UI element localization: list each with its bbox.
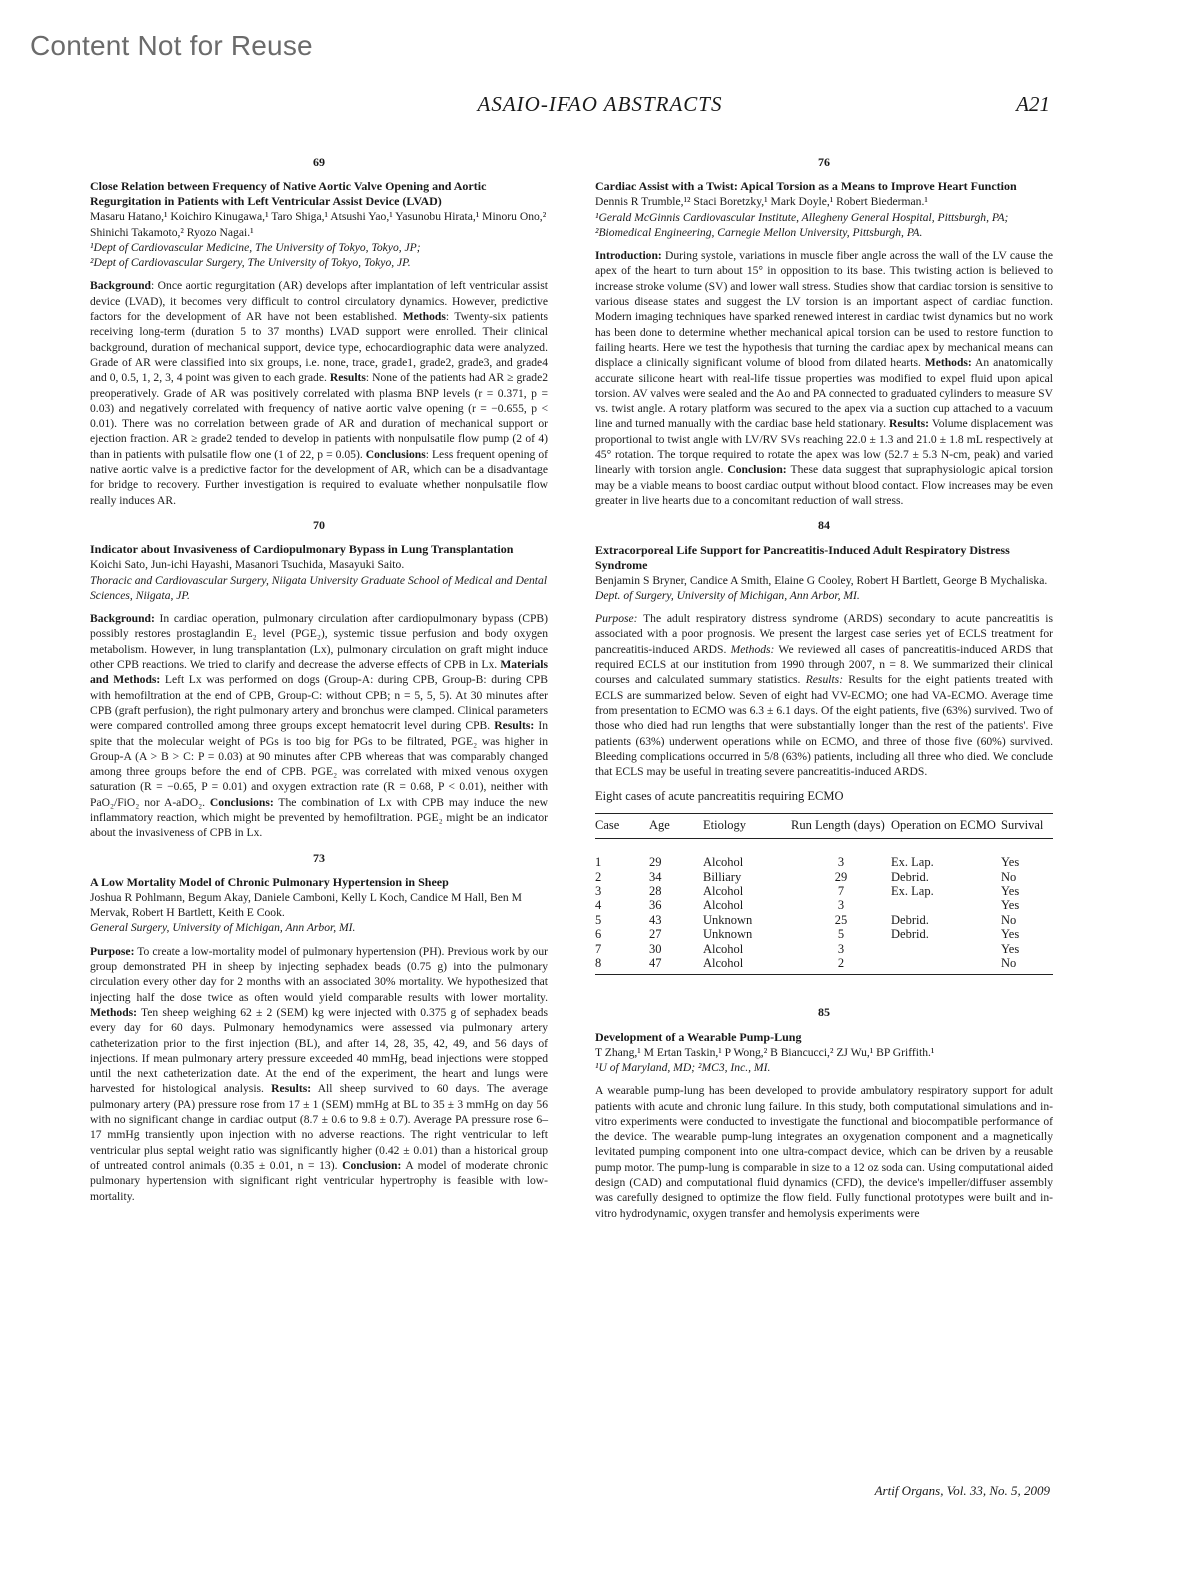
abstract-84 (595, 518, 1053, 975)
cell-case: 7 (595, 941, 602, 956)
abstract-title: Close Relation between Frequency of Native Aortic Valve Opening and Aortic Regurgitation in Patients with Left Ventricular Assist Device (LVAD) (90, 179, 487, 209)
cell-etiology: Alcohol (703, 941, 744, 956)
section-label: Conclusions (365, 447, 426, 461)
col-header-survival: Survival (1001, 813, 1053, 838)
table-header-row (595, 813, 1053, 838)
cell-operation: Debrid. (891, 927, 929, 942)
cell-run-length: 3 (837, 855, 845, 870)
journal-section-title: ASAIO-IFAO ABSTRACTS (477, 92, 723, 116)
col-header-run-length: Run Length (days) (791, 813, 891, 838)
col-header-case: Case (595, 813, 649, 838)
cell-survival: No (1001, 869, 1017, 884)
table-row (595, 927, 1053, 941)
section-text: : None of the patients had AR ≥ grade2 preoperatively. Grade of AR was positively correlated with plasma BNP levels (r = 0.371, p = 0.03) and negatively correlated with frequency of native aortic valve opening (r = −0.655, p < 0.01). There was no correlation between grade of AR and duration of mechanical support or ejection fraction. AR ≥ grade2 tended to develop in patients with nonpulsatile flow pump (2 of 4) than in patients with pulsatile flow one (1 of 22, p = 0.05). (90, 371, 549, 461)
cell-survival: Yes (1001, 941, 1020, 956)
abstract-affiliation: Thoracic and Cardiovascular Surgery, Niigata University Graduate School of Medical and Dental Sciences, Niigata, JP. (90, 573, 548, 602)
cell-age: 30 (649, 941, 662, 956)
cell-case: 5 (595, 912, 602, 927)
section-label: Conclusions: (209, 795, 274, 809)
abstract-number: 73 (313, 850, 325, 865)
section-label: Methods: (730, 642, 775, 656)
cell-survival: Yes (1001, 883, 1020, 898)
section-label: Conclusion: (342, 1158, 402, 1172)
section-text: : Twenty-six patients receiving long-term (duration 5 to 37 months) LVAD support were enrolled. Their clinical background, duration of mechanical support, device type, echocardiographic data were analyzed. Grade of AR were classified into six groups, i.e. none, trace, grade1, grade2, grade3, and grade4 and 0, 0.5, 1, 2, 3, 4 point was given to each grade. (90, 310, 549, 385)
section-label: Purpose: (90, 944, 135, 958)
section-text: Volume displacement was proportional to twist angle with LV/RV SVs reaching 22.0 ± 1.3 and 21.0 ± 1.8 mL respectively at 45° rotation. The torque required to rotate the apex was low (52.7 ± 5.3 N-cm, peak) and varied linearly with torsion angle. (595, 417, 1053, 477)
section-label: Background: (90, 612, 155, 626)
cell-run-length: 7 (837, 883, 845, 898)
cell-run-length: 3 (837, 941, 845, 956)
right-column (595, 155, 1053, 1231)
section-label: Results: (271, 1082, 312, 1096)
page-number: A21 (1016, 92, 1050, 116)
table-row (595, 884, 1053, 898)
cell-operation: Ex. Lap. (891, 883, 934, 898)
section-text: We reviewed all cases of pancreatitis-induced ARDS that required ECLS at our institution from 1990 through 2007, n = 8. We summarized their clinical courses and calculated summary statistics. (595, 642, 1053, 687)
cell-operation: Ex. Lap. (891, 855, 934, 870)
abstract-number: 76 (818, 155, 830, 169)
section-label: Methods (402, 310, 446, 324)
section-text: Results for the eight patients treated with ECLS are summarized below. Seven of eight had VV-ECMO; one had VA-ECMO. Average time from presentation to ECMO was 6.3 ± 6.1 days. Of the eight patients, five (63%) survived. Two of those who died had run lengths that were substantially longer than the rest of the patients'. Five patients (63%) underwent operations while on ECMO, and three of those five (60%) survived. Bleeding complications occurred in 5/8 (63%) patients, including all three who died. We conclude that ECLS may be useful in treating severe pancreatitis-induced ARDS. (595, 673, 1053, 779)
section-label: Methods: (90, 1005, 138, 1019)
section-text: The adult respiratory distress syndrome (ARDS) secondary to acute pancreatitis is associated with a poor prognosis. We present the largest case series yet of ECLS treatment for pancreatitis-induced ARDS. (595, 612, 1053, 656)
section-label: Introduction: (595, 249, 662, 263)
abstract-69 (90, 155, 548, 508)
abstract-authors: Masaru Hatano,¹ Koichiro Kinugawa,¹ Taro Shiga,¹ Atsushi Yao,¹ Yasunobu Hirata,¹ Minoru Ono,² Shinichi Takamoto,² Ryozo Nagai.¹ (90, 210, 547, 239)
cell-operation (891, 898, 1001, 912)
cell-age: 28 (649, 883, 662, 898)
cell-case: 1 (595, 855, 602, 870)
cell-etiology: Alcohol (703, 956, 791, 975)
watermark: Content Not for Reuse (30, 30, 313, 61)
col-header-age: Age (649, 813, 703, 838)
abstract-body (595, 248, 1053, 508)
section-text: In cardiac operation, pulmonary circulation after cardiopulmonary bypass (CPB) possibly restores prostaglandin E₂ level (PGE₂), systemic tissue perfusion and body oxygen metabolism. However, in lung transplantation (Lx), pulmonary circulation on graft might induce other CPB reactions. We tried to clarify and decrease the adverse effects of CPB in Lx. (90, 612, 548, 672)
section-text: A model of moderate chronic pulmonary hypertension with significant right ventricular hypertrophy is feasible with low-mortality. (90, 1158, 549, 1203)
table-row (595, 913, 1053, 927)
abstract-number: 69 (313, 155, 325, 169)
cell-operation: Debrid. (891, 869, 929, 884)
cell-etiology: Unknown (703, 927, 753, 942)
section-label: Results (329, 371, 366, 385)
cell-run-length: 25 (834, 912, 848, 927)
abstract-affiliation: ¹Dept of Cardiovascular Medicine, The University of Tokyo, Tokyo, JP; (90, 240, 421, 254)
section-label: Conclusion: (727, 463, 787, 477)
table-row (595, 839, 1053, 870)
abstract-authors: Benjamin S Bryner, Candice A Smith, Elaine G Cooley, Robert H Bartlett, George B Mychaliska. (595, 573, 1048, 587)
cell-etiology: Unknown (703, 912, 753, 927)
abstract-body: A wearable pump-lung has been developed to provide ambulatory respiratory support for adult patients with acute and chronic lung failure. In this study, both computational simulations and in-vitro experiments were conducted to investigate the functional and biocompatible performance of the device. The wearable pump-lung integrates an oxygenation component and a magnetically levitated pumping component into one ultra-compact device, which can be driven by a reusable pump motor. The pump-lung is comparable in size to a 12 oz soda can. Using computational aided design (CAD) and computational fluid dynamics (CFD), the device's impeller/diffuser assembly was carefully designed to optimize the flow field. Fully functional prototypes were built and in-vitro hydrodynamic, oxygen transfer and hemolysis experiments were (595, 1084, 1053, 1220)
table-row (595, 898, 1053, 912)
section-text: : Less frequent opening of native aortic valve is a predictive factor for the development of AR, which can be a disadvantage for bridge to recovery. Further investigation is required to evaluate whether nonpulsatile flow really induces AR. (90, 447, 549, 507)
cell-age: 27 (649, 927, 662, 942)
section-text: All sheep survived to 60 days. The average pulmonary artery (PA) pressure rose from 17 ± 1 (SEM) mmHg at BL to 35 ± 3 mmHg on day 56 with no significant change in cardiac output (8.7 ± 0.6 to 9.8 ± 0.7). Average PA pressure rose 6–17 mmHg transiently upon injection with no adverse reactions. The right ventricular to left ventricular plus septal weight ratio was significantly higher (0.42 ± 0.01) than a historical group of untreated control animals (0.35 ± 0.01, n = 13). (90, 1082, 548, 1172)
abstract-number: 84 (818, 518, 830, 533)
abstract-authors: Dennis R Trumble,¹² Staci Boretzky,¹ Mark Doyle,¹ Robert Biederman.¹ (595, 195, 928, 209)
journal-citation-footer: Artif Organs, Vol. 33, No. 5, 2009 (874, 1483, 1050, 1498)
col-header-operation: Operation on ECMO (891, 813, 1001, 838)
cell-run-length: 29 (834, 869, 848, 884)
cell-run-length: 2 (791, 956, 891, 975)
section-text: During systole, variations in muscle fiber angle across the wall of the LV cause the apex of the heart to turn about 15° in opposition to its base. This twisting action is believed to increase stroke volume (SV) and lower wall stress. Studies show that cardiac torsion is sensitive to various disease states and suggest the LV torsion is an important aspect of cardiac function. Modern imaging techniques have sparked renewed interest in cardiac twist dynamics but no work has been done to determine whether mechanical apical torsion can be used to restore function to failing hearts. Here we test the hypothesis that turning the cardiac apex by mechanical means can displace a clinically significant volume of blood from dilated hearts. (595, 249, 1053, 370)
table-row (595, 870, 1053, 884)
abstract-76 (595, 155, 1053, 508)
abstract-authors: Koichi Sato, Jun-ichi Hayashi, Masanori Tsuchida, Masayuki Saito. (90, 558, 405, 572)
abstract-body (595, 611, 1053, 779)
cell-survival: Yes (1001, 927, 1020, 942)
section-label: Purpose: (595, 612, 638, 626)
abstract-title: Extracorporeal Life Support for Pancreatitis-Induced Adult Respiratory Distress Syndrome (595, 542, 1010, 572)
cell-case: 4 (595, 898, 602, 913)
cell-case: 8 (595, 956, 649, 975)
abstract-title: A Low Mortality Model of Chronic Pulmonary Hypertension in Sheep (90, 874, 449, 889)
cell-operation (891, 942, 1001, 956)
section-label: Background (90, 279, 151, 293)
abstract-authors: T Zhang,¹ M Ertan Taskin,¹ P Wong,² B Biancucci,² ZJ Wu,¹ BP Griffith.¹ (595, 1045, 935, 1059)
table-row (595, 956, 1053, 975)
abstract-title: Cardiac Assist with a Twist: Apical Torsion as a Means to Improve Heart Function (595, 179, 1017, 194)
section-text: The combination of Lx with CPB may induce the new inflammatory reaction, which might be prevented by hemofiltration. PGE₂ might be an indicator about the invasiveness of CPB in Lx. (90, 795, 548, 840)
ecmo-cases-table (595, 813, 1053, 976)
section-text: These data suggest that supraphysiologic apical torsion may be a viable means to boost cardiac output without blood contact. Flow increases may be even greater in live hearts due to a concomitant reduction of wall stress. (595, 463, 1053, 507)
section-text: : Once aortic regurgitation (AR) develops after implantation of left ventricular assist device (LVAD), it becomes very difficult to control circulatory dynamics. However, predictive factors for the development of AR have not been established. (90, 279, 548, 324)
cell-etiology: Billiary (703, 869, 742, 884)
running-header (0, 92, 1200, 118)
abstract-affiliation: ¹U of Maryland, MD; ²MC3, Inc., MI. (595, 1060, 771, 1074)
cell-age: 29 (649, 855, 662, 870)
cell-age: 47 (649, 956, 703, 975)
cell-survival: No (1001, 912, 1017, 927)
section-label: Methods: (924, 356, 972, 370)
cell-etiology: Alcohol (703, 883, 744, 898)
abstract-number: 70 (313, 517, 325, 532)
cell-age: 43 (649, 912, 662, 927)
cell-operation: Debrid. (891, 912, 929, 927)
abstract-affiliation: Dept. of Surgery, University of Michigan, Ann Arbor, MI. (595, 588, 860, 602)
abstract-affiliation: ¹Gerald McGinnis Cardiovascular Institute, Allegheny General Hospital, Pittsburgh, PA; ²Biomedical Engineering, Carnegie Mellon University, Pittsburgh, PA. (595, 210, 1009, 239)
abstract-body (90, 611, 548, 840)
abstract-number: 85 (818, 1005, 830, 1020)
cell-case: 3 (595, 883, 602, 898)
abstract-85 (595, 1005, 1053, 1221)
section-label: Results: (889, 417, 929, 431)
cell-age: 34 (649, 869, 662, 884)
table-row (595, 942, 1053, 956)
abstract-body (90, 944, 548, 1204)
abstract-70 (90, 518, 548, 841)
cell-operation (891, 956, 1001, 975)
abstract-affiliation: ²Dept of Cardiovascular Surgery, The University of Tokyo, Tokyo, JP. (90, 256, 411, 270)
abstract-73 (90, 851, 548, 1204)
cell-survival: No (1001, 956, 1053, 975)
section-text: To create a low-mortality model of pulmonary hypertension (PH). Previous work by our group demonstrated PH in sheep by injecting sephadex beads (0.75 g) into the pulmonary circulation every other day for 2 months with an associated 30% mortality. We hypothesized that injecting half the dose twice as often would yield comparable results with lower mortality. (90, 944, 548, 1004)
section-text: An anatomically accurate silicone heart with real-life tissue properties was modified to expel fluid upon apical torsion. AV valves were sealed and the Ao and PA connected to graduated cylinders to measure SV vs. twist angle. A rotary platform was secured to the apex via a suction cup attached to a vacuum line and turned manually with the cardiac base held stationary. (595, 356, 1053, 431)
abstract-title: Indicator about Invasiveness of Cardiopulmonary Bypass in Lung Transplantation (90, 542, 514, 557)
cell-survival: Yes (1001, 855, 1020, 870)
cell-run-length: 3 (837, 898, 845, 913)
cell-case: 6 (595, 927, 602, 942)
section-text: Left Lx was performed on dogs (Group-A: during CPB, Group-B: during CPB with hemofiltration at the end of CPB, Group-C: without CPB; n = 5, 5, 5). At 30 minutes after CPB (graft perfusion), the right pulmonary artery and bronchus were clamped. Clinical parameters were compared controlled among three groups except hematocrit level during CPB. (90, 673, 548, 733)
section-label: Results: (805, 673, 844, 687)
cell-etiology: Alcohol (703, 855, 744, 870)
section-label: Results: (494, 719, 535, 733)
table-caption: Eight cases of acute pancreatitis requiring ECMO (595, 789, 844, 804)
cell-age: 36 (649, 898, 662, 913)
cell-run-length: 5 (837, 927, 845, 942)
abstract-affiliation: General Surgery, University of Michigan, Ann Arbor, MI. (90, 921, 356, 935)
cell-survival: Yes (1001, 898, 1020, 913)
col-header-etiology: Etiology (703, 813, 791, 838)
abstract-title: Development of a Wearable Pump-Lung (595, 1029, 802, 1044)
cell-case: 2 (595, 869, 602, 884)
section-text: Ten sheep weighing 62 ± 2 (SEM) kg were injected with 0.375 g of sephadex beads every day for 60 days. Pulmonary hemodynamics were assessed via pulmonary artery catheterization prior to the first injection (BL), and after 14, 28, 35, 42, 49, and 56 days of injections. If mean pulmonary artery pressure exceeded 40 mmHg, bead injections were stopped until the next catheterization date. At the end of the experiment, the heart and lungs were harvested for histological analysis. (90, 1005, 548, 1096)
section-text: In spite that the molecular weight of PGs is too big for PGs to be filtrated, PGE₂ was higher in Group-A (A > B > C: P = 0.03) at 90 minutes after CPB whereas that was comparably changed among three groups before the end of CPB. PGE₂ was correlated with mixed venous oxygen saturation (R = −0.65, P = 0.01) and oxygen extraction rate (R = 0.68, P < 0.01), neither with PaO₂/FiO₂ nor A-aDO₂. (90, 719, 548, 809)
abstract-authors: Joshua R Pohlmann, Begum Akay, Daniele Camboni, Kelly L Koch, Candice M Hall, Ben M Mervak, Robert H Bartlett, Keith E Cook. (90, 890, 522, 920)
section-label: Materials and Methods: (90, 658, 548, 687)
cell-etiology: Alcohol (703, 898, 744, 913)
abstract-body (90, 278, 548, 507)
left-column (90, 155, 548, 1214)
